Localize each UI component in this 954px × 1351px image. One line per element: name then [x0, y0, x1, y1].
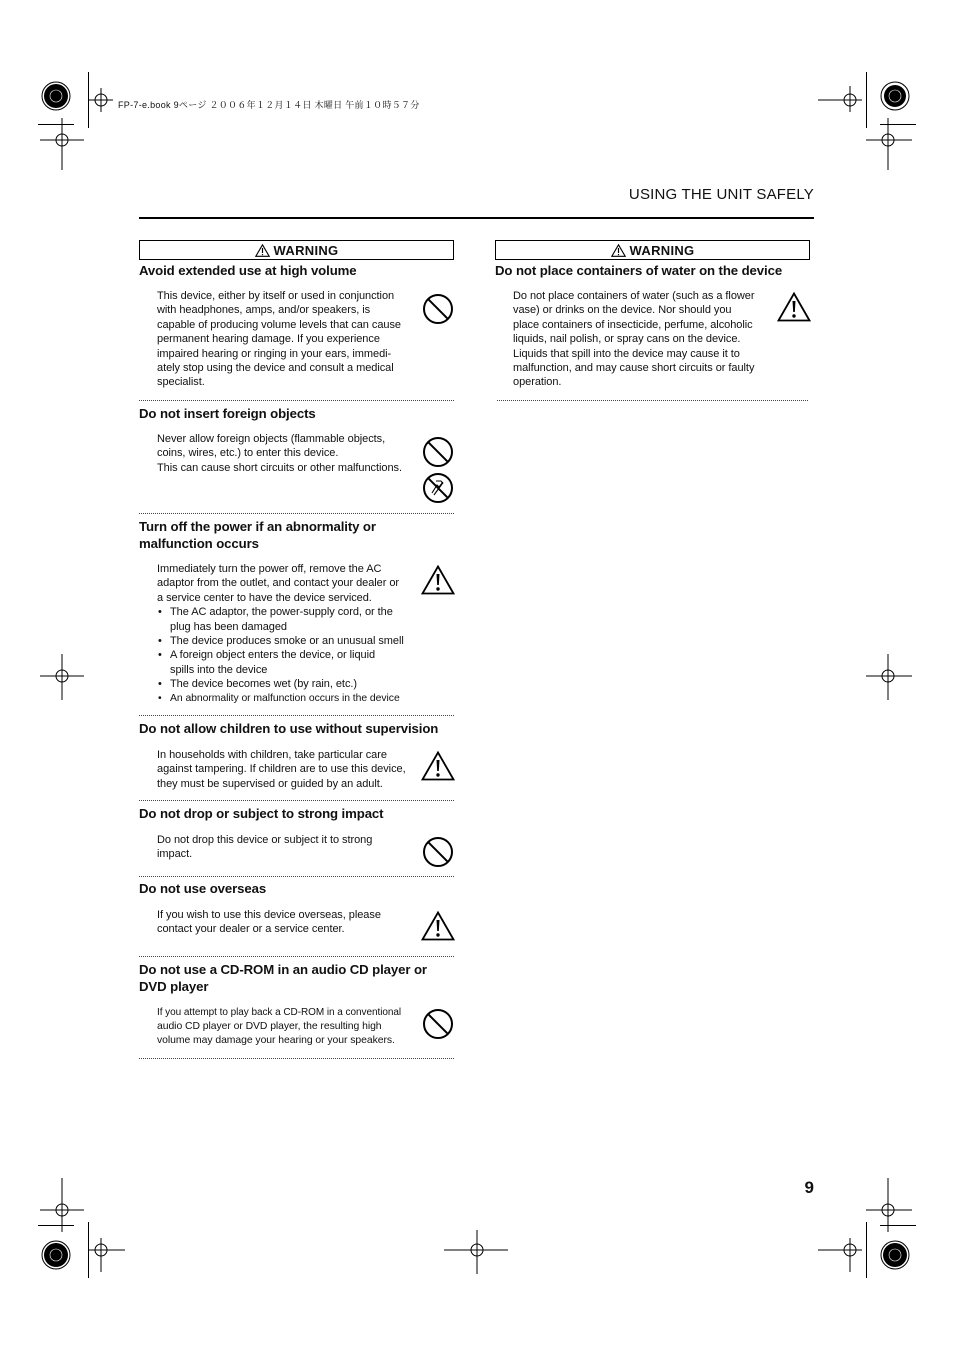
section-body: Do not place containers of water (such as a flower vase) or drinks on the device. Nor should you place containers of insecticide, perfume, alcoholic liquids, nail polish, or spray cans on the device. Liquids that spill into the device may cause it to malfunction, and may cause short circuits or faulty operation.: [513, 290, 755, 389]
caution-icon: [421, 751, 455, 781]
section-body: Immediately turn the power off, remove the AC adaptor from the outlet, and contact your dealer or a service center to have the device serviced. • The AC adaptor, the power-supply cord, or the plug has been damaged • The device produces smoke or an unusual smell • A foreign object enters the device, or liquid spills into the device • The device becomes wet (by rain, etc.) • An abnormality or malfunction occurs in the device: [157, 562, 421, 706]
section-title: Do not use a CD-ROM in an audio CD player or DVD player: [139, 962, 427, 994]
section-divider: [139, 956, 454, 957]
warning-label: WARNING: [273, 242, 339, 258]
list-item: • The AC adaptor, the power-supply cord, or the plug has been damaged: [157, 605, 421, 634]
no-disassemble-icon: [422, 472, 454, 504]
header-rule: [139, 217, 814, 219]
section-title: Do not use overseas: [139, 881, 267, 896]
section-divider: [139, 513, 454, 514]
section-body: If you wish to use this device overseas, please contact your dealer or a service center.: [157, 909, 381, 936]
section-body: This device, either by itself or used in conjunction with headphones, amps, and/or speakers, is capable of producing volume levels that can cause permanent hearing damage. If you experience impaired hearing or ringing in your ears, immedi- ately stop using the device and consult a medical specialist.: [157, 290, 401, 389]
section-divider: [139, 876, 454, 877]
warning-banner: [139, 240, 454, 260]
prohibition-icon: [422, 293, 454, 325]
prohibition-icon: [422, 1008, 454, 1040]
bullet-list: [157, 605, 421, 706]
caution-icon: [421, 911, 455, 941]
list-item: • The device produces smoke or an unusual smell: [157, 634, 421, 648]
section-body: If you attempt to play back a CD-ROM in a conventional audio CD player or DVD player, the resulting high volume may damage your hearing or your speakers.: [157, 1007, 402, 1046]
section-body: Never allow foreign objects (flammable objects, coins, wires, etc.) to enter this device. This can cause short circuits or other malfunctions.: [157, 433, 403, 474]
section-divider: [139, 800, 454, 801]
section-title: Do not insert foreign objects: [139, 406, 316, 421]
section-body: In households with children, take particular care against tampering. If children are to use this device, they must be supervised or guided by an adult.: [157, 749, 406, 790]
section-title: Do not place containers of water on the device: [495, 263, 783, 278]
section-body: Do not drop this device or subject it to strong impact.: [157, 834, 373, 861]
section-divider: [497, 400, 808, 401]
warning-triangle-icon: [255, 244, 270, 257]
warning-triangle-icon: [611, 244, 626, 257]
warning-label: WARNING: [629, 242, 695, 258]
caution-icon: [421, 565, 455, 595]
caution-icon: [777, 292, 811, 322]
section-divider: [139, 715, 454, 716]
section-divider: [139, 400, 454, 401]
list-item: • The device becomes wet (by rain, etc.): [157, 677, 421, 691]
section-title: Avoid extended use at high volume: [139, 263, 357, 278]
section-title: Do not allow children to use without supervision: [139, 721, 439, 736]
prohibition-icon: [422, 436, 454, 468]
warning-banner: [495, 240, 810, 260]
running-head: USING THE UNIT SAFELY: [628, 186, 814, 203]
list-item: • An abnormality or malfunction occurs in the device: [157, 692, 421, 706]
section-title: Turn off the power if an abnormality or malfunction occurs: [139, 519, 376, 551]
section-divider: [139, 1058, 454, 1059]
page-number: 9: [804, 1178, 814, 1197]
section-title: Do not drop or subject to strong impact: [139, 806, 384, 821]
list-item: • A foreign object enters the device, or liquid spills into the device: [157, 648, 421, 677]
prohibition-icon: [422, 836, 454, 868]
file-info: FP-7-e.book 9ページ ２００６年１２月１４日 木曜日 午前１０時５７分: [118, 100, 420, 110]
